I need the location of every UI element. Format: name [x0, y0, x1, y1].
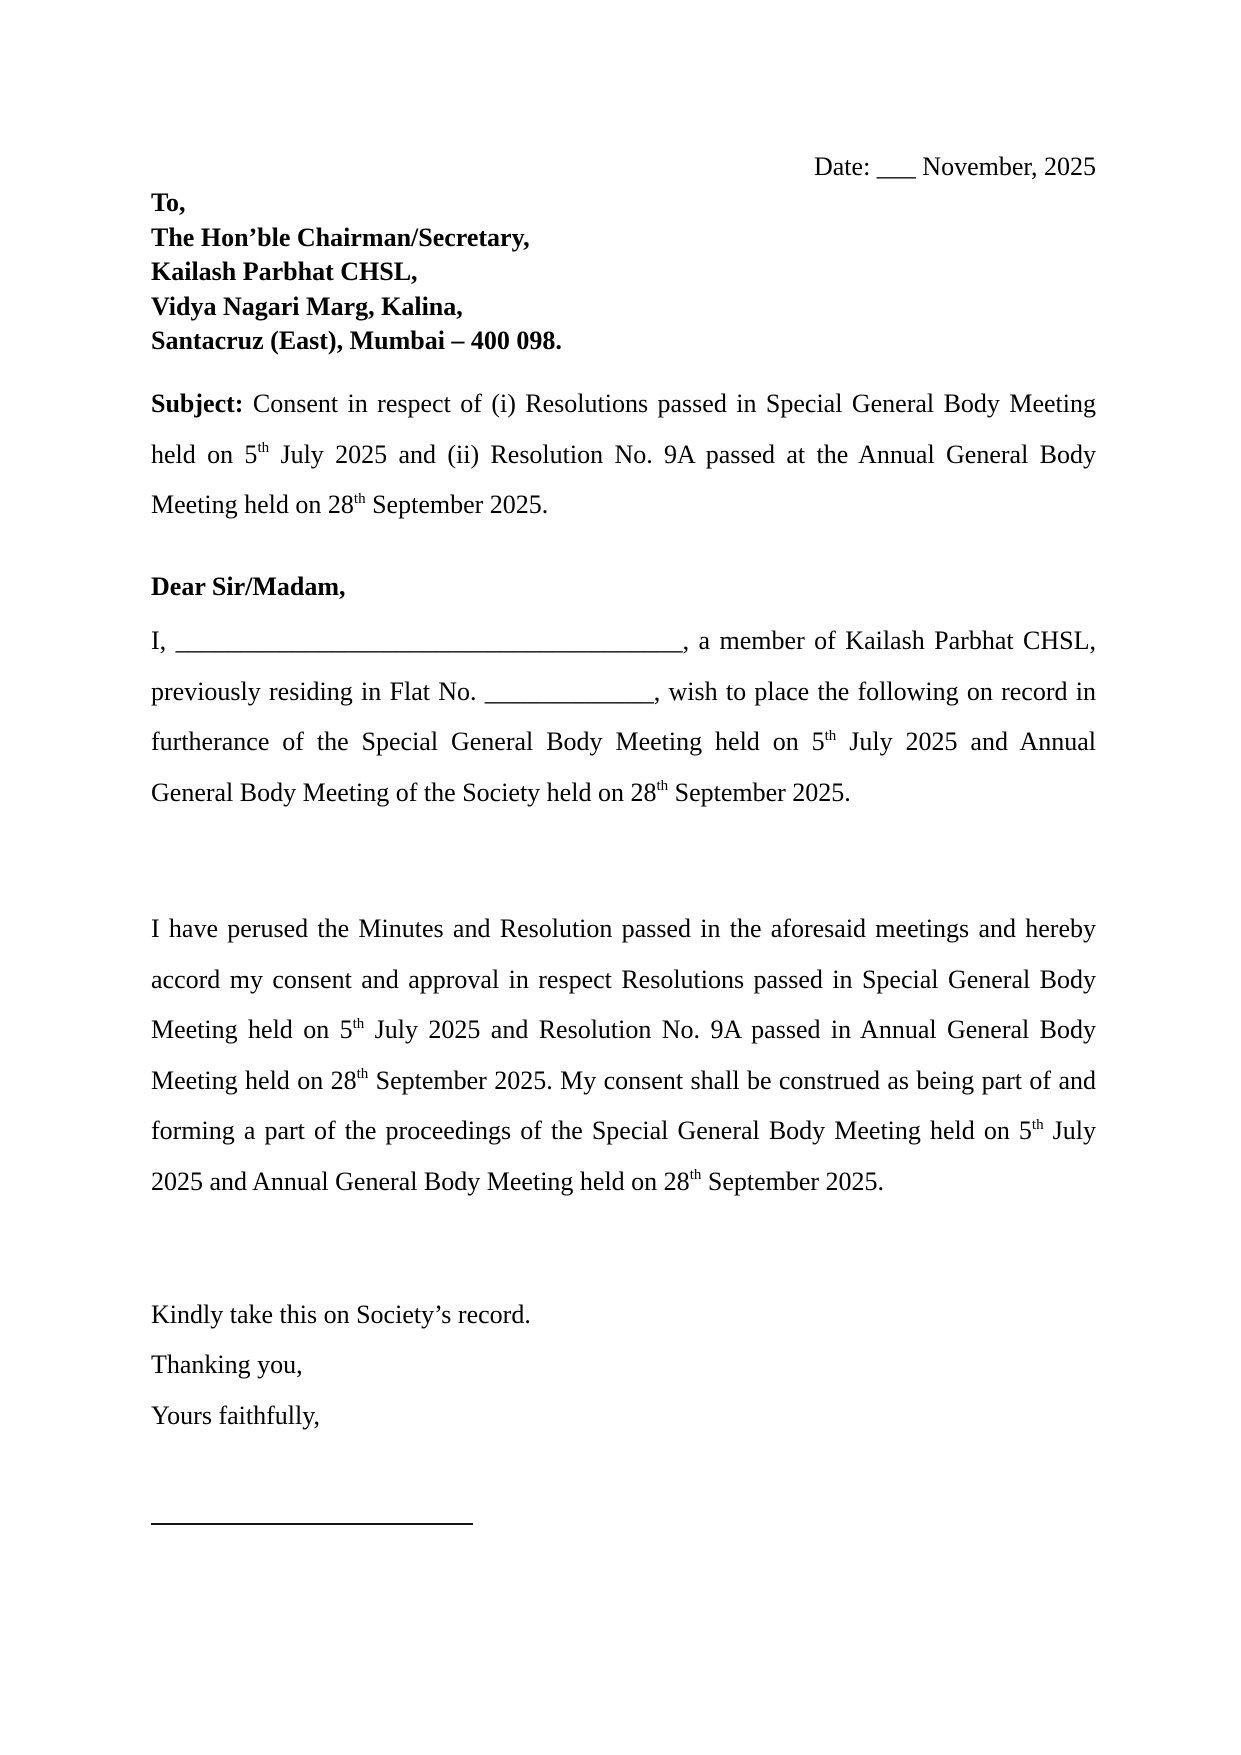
closing-sign-off: Yours faithfully,	[151, 1400, 321, 1430]
ordinal-suffix: th	[352, 1015, 365, 1032]
closing-request: Kindly take this on Society’s record.	[151, 1300, 531, 1329]
member-name-blank[interactable]: _______________________________________	[175, 626, 683, 655]
subject-text: September 2025.	[365, 490, 549, 520]
address-recipient-title: The Hon’ble Chairman/Secretary,	[151, 222, 530, 252]
address-society-name: Kailash Parbhat CHSL,	[151, 257, 418, 286]
recipient-address	[151, 186, 562, 359]
paragraph-text: July 2025 and Annual General Body Meeting of the Society held on 28	[151, 727, 1096, 807]
address-street: Vidya Nagari Marg, Kalina,	[151, 291, 463, 321]
date-month-year: November, 2025	[922, 152, 1096, 181]
paragraph-text: , a member of Kailash Parbhat CHSL, previously residing in Flat No.	[151, 626, 1096, 706]
flat-number-blank[interactable]: _____________	[484, 676, 654, 706]
ordinal-suffix: th	[824, 727, 837, 744]
subject-text: Consent in respect of (i) Resolutions passed in Special General Body Meeting held on 5	[151, 389, 1096, 469]
closing-thanks: Thanking you,	[151, 1350, 303, 1380]
address-to: To,	[151, 188, 186, 217]
paragraph-text: September 2025.	[701, 1166, 885, 1196]
paragraph-text: July 2025 and Resolution No. 9A passed in Annual General Body Meeting held on 28	[151, 1015, 1096, 1095]
salutation: Dear Sir/Madam,	[151, 572, 346, 601]
paragraph-text: I,	[151, 626, 176, 655]
signature-line[interactable]	[151, 1523, 473, 1525]
paragraph-text: , wish to place the following on record in furtherance of the Special General Body Meeting held on 5	[151, 676, 1096, 757]
paragraph-text: September 2025.	[668, 777, 851, 807]
ordinal-suffix: th	[353, 490, 366, 507]
paragraph-text: July 2025 and Annual General Body Meeting held on 28	[151, 1116, 1097, 1196]
closing-block	[151, 1290, 531, 1441]
ordinal-suffix: th	[689, 1167, 702, 1184]
paragraph-text: I have perused the Minutes and Resolution passed in the aforesaid meetings and hereby accord my consent and approval in respect Resolutions passed in Special General Body Meeting held on 5	[151, 914, 1096, 1045]
date-day-blank: ___	[876, 152, 916, 181]
date-label: Date:	[813, 152, 871, 181]
ordinal-suffix: th	[1031, 1116, 1044, 1133]
paragraph-text: September 2025. My consent shall be construed as being part of and forming a part of the proceedings of the Special General Body Meeting held on 5	[151, 1065, 1096, 1146]
subject-paragraph	[151, 379, 1096, 531]
subject-label: Subject:	[151, 389, 244, 418]
body-paragraph-1	[151, 616, 1096, 818]
subject-text: July 2025 and (ii) Resolution No. 9A passed at the Annual General Body Meeting held on 28	[151, 439, 1096, 520]
ordinal-suffix: th	[356, 1066, 369, 1083]
ordinal-suffix: th	[257, 439, 270, 456]
date-line	[814, 150, 1096, 184]
ordinal-suffix: th	[656, 778, 669, 795]
address-city: Santacruz (East), Mumbai – 400 098.	[151, 326, 562, 355]
body-paragraph-2	[151, 904, 1096, 1208]
